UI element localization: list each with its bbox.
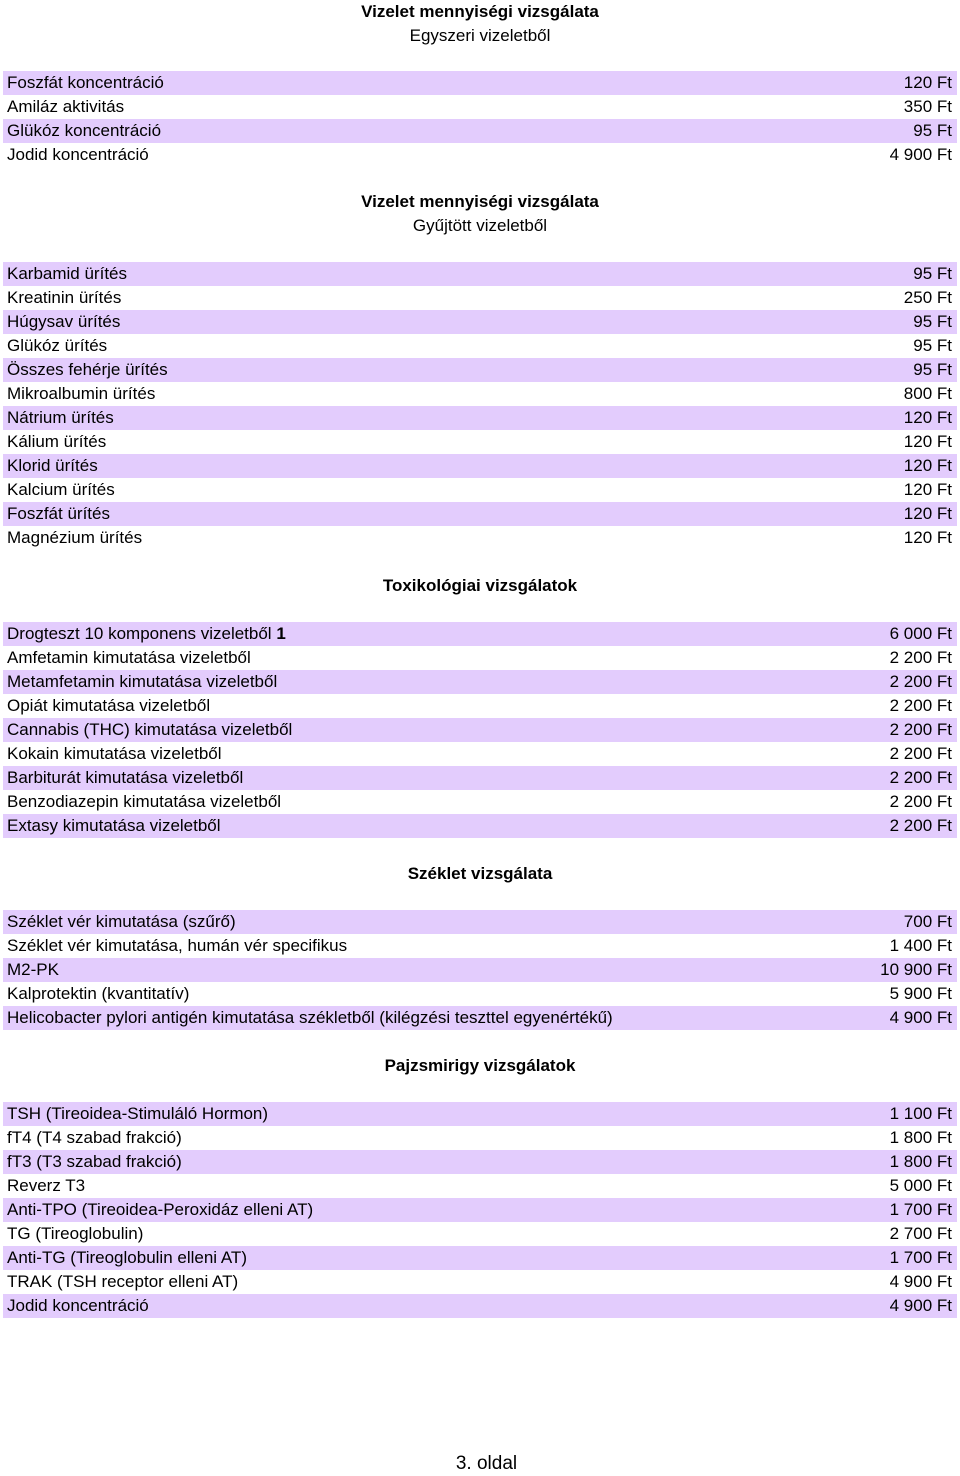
test-price: 800 Ft xyxy=(903,384,952,403)
table-row xyxy=(3,1126,957,1150)
test-name: Kálium ürítés xyxy=(7,432,107,451)
test-name: Metamfetamin kimutatása vizeletből xyxy=(7,672,278,691)
section-title: Vizelet mennyiségi vizsgálata xyxy=(361,192,599,211)
test-price: 1 800 Ft xyxy=(889,1128,952,1147)
test-price: 2 200 Ft xyxy=(889,672,952,691)
table-row xyxy=(3,1102,957,1126)
test-price: 1 100 Ft xyxy=(889,1104,952,1123)
test-name: Anti-TG (Tireoglobulin elleni AT) xyxy=(7,1248,247,1267)
test-price: 250 Ft xyxy=(903,288,952,307)
test-price: 1 400 Ft xyxy=(889,936,952,955)
test-name: Helicobacter pylori antigén kimutatása székletből (kilégzési teszttel egyenértékű) xyxy=(7,1008,613,1027)
test-price: 2 200 Ft xyxy=(889,648,952,667)
test-price: 120 Ft xyxy=(903,408,952,427)
test-price: 95 Ft xyxy=(913,264,952,283)
section-toxicology xyxy=(0,574,960,838)
test-price: 1 700 Ft xyxy=(889,1248,952,1267)
test-price: 120 Ft xyxy=(903,432,952,451)
test-name: TSH (Tireoidea-Stimuláló Hormon) xyxy=(7,1104,269,1123)
table-row xyxy=(3,646,957,670)
section-urine-collected xyxy=(0,190,960,550)
table-row xyxy=(3,622,957,646)
test-price: 4 900 Ft xyxy=(889,145,952,164)
table-row xyxy=(3,286,957,310)
section-subtitle: Gyűjtött vizeletből xyxy=(412,216,548,235)
test-price: 10 900 Ft xyxy=(880,960,952,979)
price-table xyxy=(3,262,957,550)
table-row xyxy=(3,95,957,119)
test-price: 120 Ft xyxy=(903,456,952,475)
test-name: Amiláz aktivitás xyxy=(7,97,125,116)
table-row xyxy=(3,382,957,406)
test-price: 4 900 Ft xyxy=(889,1296,952,1315)
test-name: Barbiturát kimutatása vizeletből xyxy=(7,768,244,787)
test-price: 2 200 Ft xyxy=(889,792,952,811)
table-row xyxy=(3,454,957,478)
test-price: 95 Ft xyxy=(913,312,952,331)
test-price: 2 200 Ft xyxy=(889,696,952,715)
test-price: 1 800 Ft xyxy=(889,1152,952,1171)
footnote-marker: 1 xyxy=(276,624,286,643)
table-row xyxy=(3,694,957,718)
table-row xyxy=(3,718,957,742)
test-name: Mikroalbumin ürítés xyxy=(7,384,156,403)
table-row xyxy=(3,1198,957,1222)
test-name: Karbamid ürítés xyxy=(7,264,127,283)
test-name: Széklet vér kimutatása, humán vér specifikus xyxy=(7,936,348,955)
test-name: Klorid ürítés xyxy=(7,456,98,475)
test-price: 4 900 Ft xyxy=(889,1272,952,1291)
test-price: 120 Ft xyxy=(903,480,952,499)
test-price: 2 200 Ft xyxy=(889,816,952,835)
test-name: Foszfát koncentráció xyxy=(7,73,164,92)
section-title: Pajzsmirigy vizsgálatok xyxy=(384,1056,576,1075)
test-name: Kreatinin ürítés xyxy=(7,288,122,307)
price-table xyxy=(3,622,957,838)
table-row xyxy=(3,406,957,430)
price-table xyxy=(3,910,957,1030)
table-row xyxy=(3,1222,957,1246)
test-name: Cannabis (THC) kimutatása vizeletből xyxy=(7,720,293,739)
table-row xyxy=(3,526,957,550)
table-row xyxy=(3,310,957,334)
test-name: Kalcium ürítés xyxy=(7,480,115,499)
section-title: Széklet vizsgálata xyxy=(407,864,553,883)
test-name: fT4 (T4 szabad frakció) xyxy=(7,1128,182,1147)
section-title: Vizelet mennyiségi vizsgálata xyxy=(361,2,599,21)
test-name: Reverz T3 xyxy=(7,1176,86,1195)
test-price: 350 Ft xyxy=(903,97,952,116)
price-table xyxy=(3,71,957,167)
table-row xyxy=(3,430,957,454)
test-name: Amfetamin kimutatása vizeletből xyxy=(7,648,251,667)
table-row xyxy=(3,334,957,358)
test-name: Opiát kimutatása vizeletből xyxy=(7,696,211,715)
test-price: 1 700 Ft xyxy=(889,1200,952,1219)
section-stool xyxy=(0,862,960,1030)
test-name: fT3 (T3 szabad frakció) xyxy=(7,1152,182,1171)
table-row xyxy=(3,1294,957,1318)
table-row xyxy=(3,478,957,502)
test-name: Jodid koncentráció xyxy=(7,1296,149,1315)
test-price: 2 200 Ft xyxy=(889,768,952,787)
table-row xyxy=(3,910,957,934)
test-name: TRAK (TSH receptor elleni AT) xyxy=(7,1272,239,1291)
table-row xyxy=(3,766,957,790)
section-subtitle: Egyszeri vizeletből xyxy=(409,26,551,45)
table-row xyxy=(3,1246,957,1270)
section-title: Toxikológiai vizsgálatok xyxy=(382,576,578,595)
table-row xyxy=(3,143,957,167)
test-price: 6 000 Ft xyxy=(889,624,952,643)
table-row xyxy=(3,262,957,286)
test-name: Glükóz ürítés xyxy=(7,336,108,355)
test-price: 120 Ft xyxy=(903,73,952,92)
price-table xyxy=(3,1102,957,1318)
test-name: Magnézium ürítés xyxy=(7,528,143,547)
table-row xyxy=(3,119,957,143)
test-name: Anti-TPO (Tireoidea-Peroxidáz elleni AT) xyxy=(7,1200,314,1219)
table-row xyxy=(3,502,957,526)
table-row xyxy=(3,742,957,766)
section-thyroid xyxy=(0,1054,960,1318)
test-price: 2 200 Ft xyxy=(889,720,952,739)
table-row xyxy=(3,1006,957,1030)
test-price: 120 Ft xyxy=(903,528,952,547)
test-name: Széklet vér kimutatása (szűrő) xyxy=(7,912,236,931)
test-name: M2-PK xyxy=(7,960,59,979)
test-name: Húgysav ürítés xyxy=(7,312,121,331)
test-price: 95 Ft xyxy=(913,360,952,379)
table-row xyxy=(3,958,957,982)
test-name: TG (Tireoglobulin) xyxy=(7,1224,144,1243)
table-row xyxy=(3,1174,957,1198)
test-name: Kokain kimutatása vizeletből xyxy=(7,744,222,763)
table-row xyxy=(3,934,957,958)
test-price: 5 000 Ft xyxy=(889,1176,952,1195)
test-name-text: Drogteszt 10 komponens vizeletből xyxy=(7,624,272,643)
test-price: 2 700 Ft xyxy=(889,1224,952,1243)
table-row xyxy=(3,358,957,382)
test-price: 5 900 Ft xyxy=(889,984,952,1003)
test-name: Foszfát ürítés xyxy=(7,504,110,523)
table-row xyxy=(3,71,957,95)
test-price: 95 Ft xyxy=(913,336,952,355)
table-row xyxy=(3,670,957,694)
test-name: Kalprotektin (kvantitatív) xyxy=(7,984,190,1003)
test-name: Benzodiazepin kimutatása vizeletből xyxy=(7,792,282,811)
test-name: Extasy kimutatása vizeletből xyxy=(7,816,221,835)
test-name: Nátrium ürítés xyxy=(7,408,114,427)
table-row xyxy=(3,1150,957,1174)
test-name: Glükóz koncentráció xyxy=(7,121,162,140)
section-urine-single xyxy=(0,0,960,167)
test-name xyxy=(7,622,286,646)
table-row xyxy=(3,790,957,814)
table-row xyxy=(3,814,957,838)
test-name: Összes fehérje ürítés xyxy=(7,360,168,379)
page-number: 3. oldal xyxy=(455,1453,518,1474)
test-price: 4 900 Ft xyxy=(889,1008,952,1027)
test-price: 2 200 Ft xyxy=(889,744,952,763)
table-row xyxy=(3,982,957,1006)
test-name: Jodid koncentráció xyxy=(7,145,149,164)
test-price: 700 Ft xyxy=(903,912,952,931)
test-price: 120 Ft xyxy=(903,504,952,523)
table-row xyxy=(3,1270,957,1294)
test-price: 95 Ft xyxy=(913,121,952,140)
